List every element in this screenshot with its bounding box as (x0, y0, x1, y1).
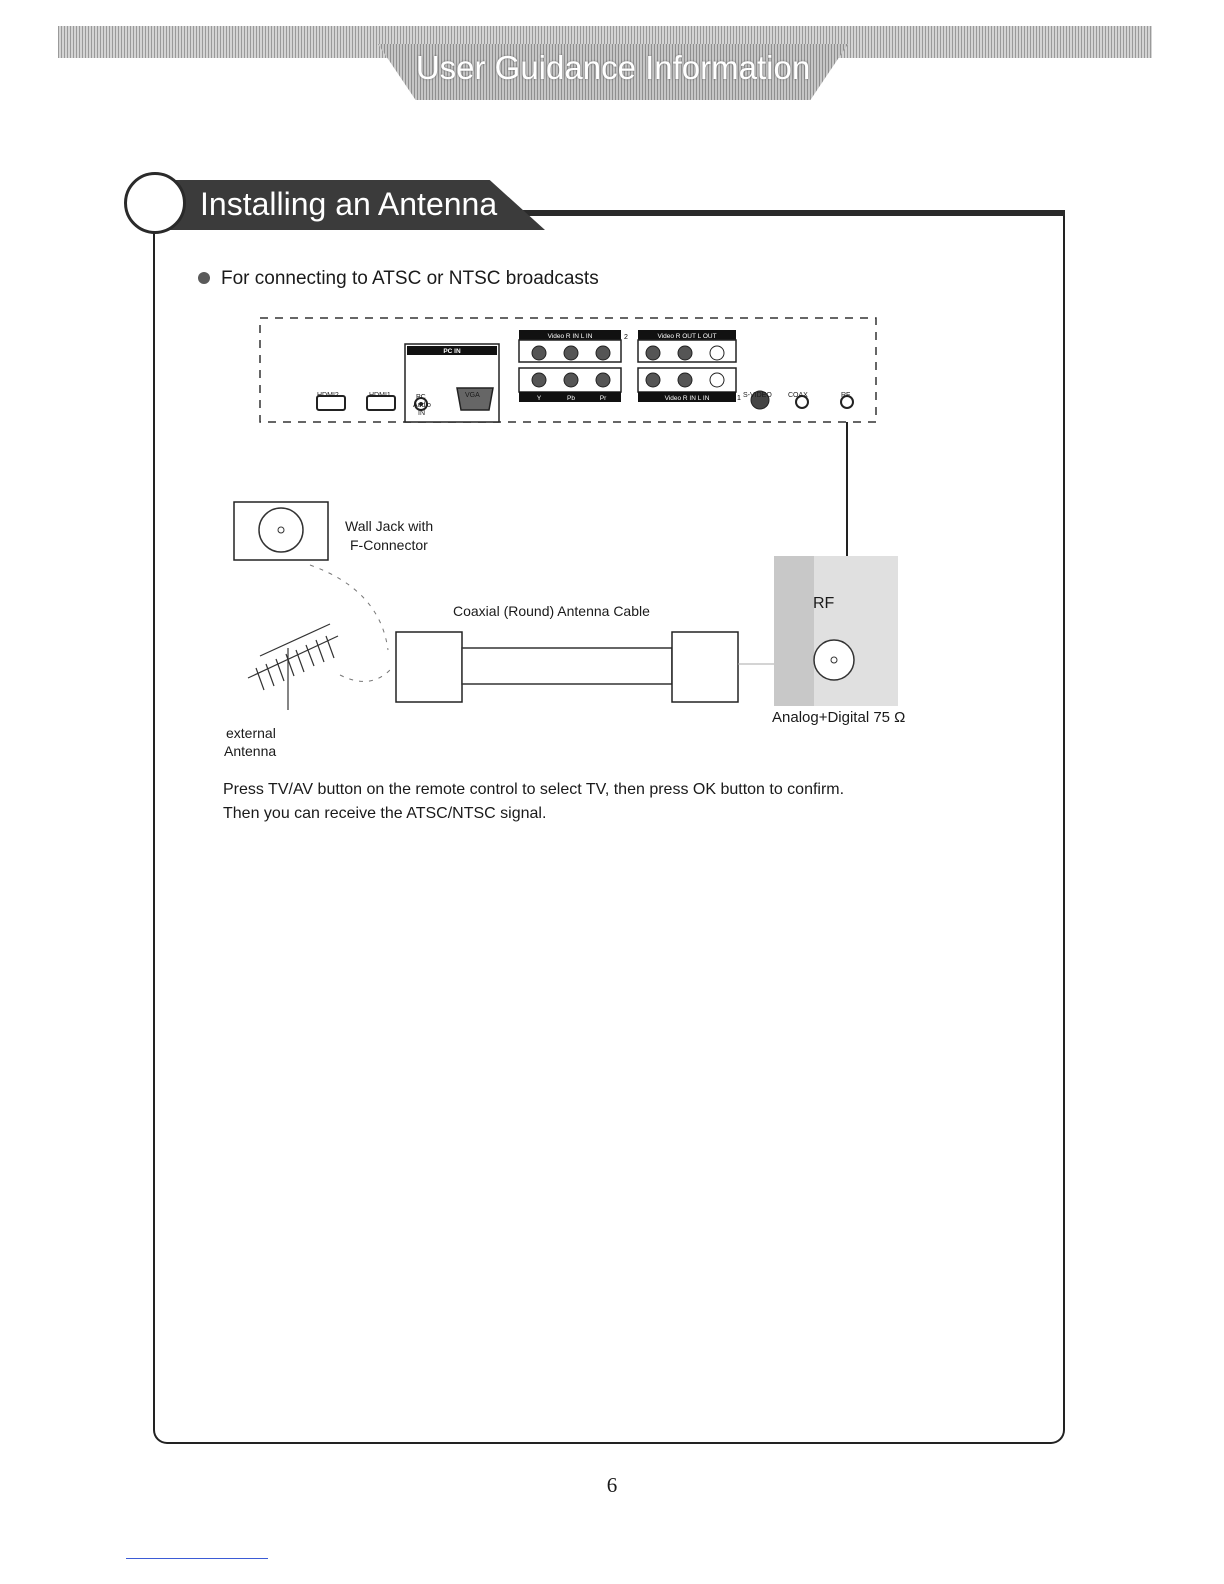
coax-label: COAX (788, 392, 808, 399)
bullet-icon (198, 272, 210, 284)
component-pr-label: Pr (599, 395, 607, 402)
section-title: Installing an Antenna (200, 186, 498, 222)
coaxial-cable (462, 648, 672, 684)
instruction-line-2: Then you can receive the ATSC/NTSC signal. (223, 805, 547, 822)
component-y-label: Y (536, 395, 542, 402)
page-header-title: User Guidance Information (415, 49, 811, 86)
hdmi2-label-text: HDMI2 (317, 392, 339, 399)
rear-labels (255, 312, 885, 430)
footer-link-line (126, 1558, 268, 1559)
pc-audio-label-2: Audio (413, 402, 431, 409)
pc-audio-label-3: IN (418, 410, 425, 417)
antenna-label-2: Antenna (224, 743, 277, 759)
rf-port-label: RF (841, 392, 851, 399)
hdmi1-label-text: HDMI1 (369, 392, 391, 399)
av1-marker: 1 (737, 395, 741, 402)
page-number: 6 (606, 1473, 618, 1497)
vga-label: VGA (465, 392, 480, 399)
instruction-line-1: Press TV/AV button on the remote control to select TV, then press OK button to confirm. (223, 781, 845, 798)
subheading: For connecting to ATSC or NTSC broadcasts (221, 268, 599, 289)
wall-jack-label-2: F-Connector (350, 537, 428, 553)
component-pb-label: Pb (567, 395, 575, 402)
rf-spec-label: Analog+Digital 75 Ω (772, 709, 906, 726)
rf-panel-label: RF (813, 595, 835, 612)
av1-bottom-label: Video R IN L IN (664, 395, 710, 402)
dashed-path (310, 565, 388, 650)
section-circle-icon (124, 172, 186, 234)
svideo-label: S-VIDEO (743, 392, 772, 399)
av2-marker: 2 (624, 334, 628, 341)
cable-label: Coaxial (Round) Antenna Cable (453, 603, 650, 619)
antenna-label-1: external (226, 725, 276, 741)
pc-audio-label-1: PC (416, 394, 426, 401)
cable-connector-right (672, 632, 738, 702)
av2-top-label: Video R IN L IN (547, 333, 593, 340)
wall-jack-label-1: Wall Jack with (345, 518, 434, 534)
pc-in-label: PC IN (443, 348, 461, 355)
cable-connector-left (396, 632, 462, 702)
antenna-connection-diagram (220, 420, 920, 720)
antenna-icon (248, 624, 338, 710)
av-out-label: Video R OUT L OUT (657, 333, 717, 340)
